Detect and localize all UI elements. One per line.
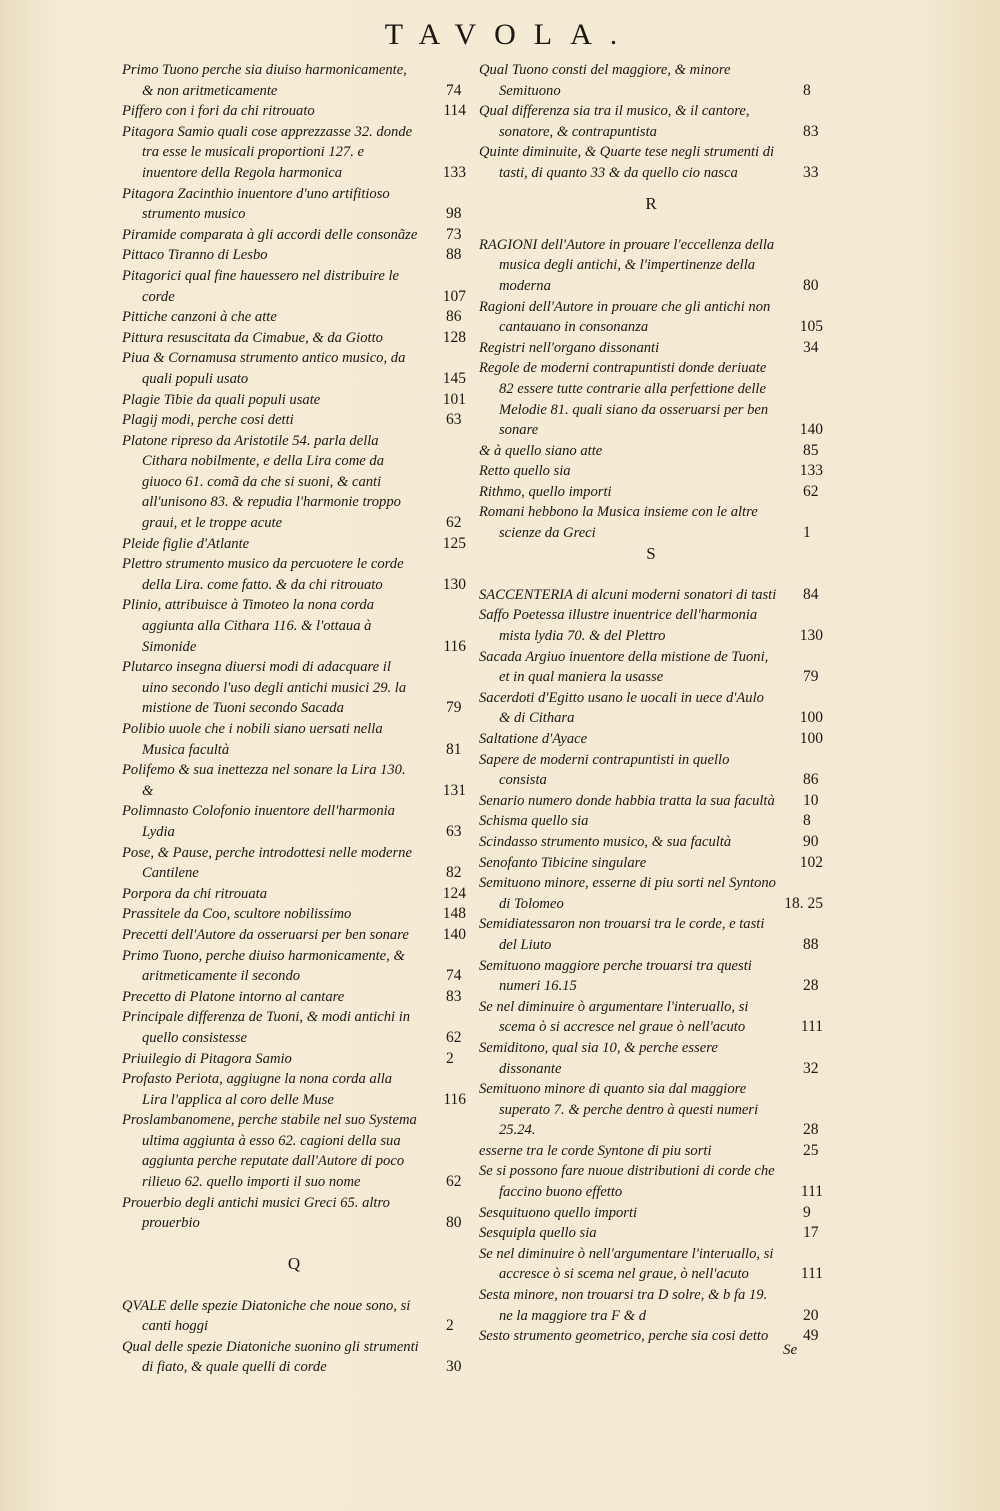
index-entry: Qual delle spezie Diatoniche suonino gli strumenti di fiato, & quale quelli di corde 30 bbox=[122, 1338, 462, 1376]
entry-text: Pleide figlie d'Atlante bbox=[122, 535, 250, 552]
index-entry: Piramide comparata à gli accordi delle consonãze 73 bbox=[122, 225, 462, 243]
index-entry bbox=[479, 1161, 823, 1202]
spacer bbox=[122, 1234, 466, 1255]
index-entry: Rithmo, quello importi 62 bbox=[479, 482, 819, 500]
entry-text: Qual delle spezie Diatoniche suonino gli strumenti di fiato, & quale quelli di corde bbox=[122, 1338, 419, 1376]
entry-text: Qual differenza sia tra il musico, & il cantore, sonatore, & contrapuntista bbox=[479, 103, 750, 140]
index-entry: Plagij modi, perche cosi detti 63 bbox=[122, 411, 462, 429]
entry-text: Romani hebbono la Musica insieme con le altre scienze da Greci bbox=[479, 504, 758, 542]
index-entry bbox=[122, 266, 466, 307]
entry-text: Precetto di Platone intorno al cantare bbox=[122, 988, 345, 1005]
index-entry bbox=[479, 688, 823, 729]
entry-text: Primo Tuono, perche diuiso harmonicamente, & aritmeticamente il secondo bbox=[122, 947, 405, 985]
entry-text: SACCENTERIA di alcuni moderni sonatori di tasti bbox=[479, 586, 777, 603]
index-entry: Priuilegio di Pitagora Samio 2 bbox=[122, 1049, 454, 1067]
index-entry: Polibio uuole che i nobili siano uersati nella Musica facultà 81 bbox=[122, 721, 462, 758]
section-letter: S bbox=[646, 543, 656, 563]
entry-text: Primo Tuono perche sia diuiso harmonicamente, & non aritmeticamente bbox=[122, 62, 407, 99]
index-entry bbox=[122, 101, 466, 122]
entry-text: Semituono maggiore perche trouarsi tra questi numeri 16.15 bbox=[479, 957, 752, 995]
index-entry bbox=[122, 925, 466, 946]
index-entry: Pitagora Zacinthio inuentore d'uno artifitioso strumento musico 98 bbox=[122, 185, 462, 223]
index-entry bbox=[122, 595, 466, 657]
entry-text: Pittaco Tiranno di Lesbo bbox=[122, 247, 268, 264]
entry-text: & à quello siano atte bbox=[479, 442, 603, 459]
entry-text: Semidiatessaron non trouarsi tra le corde, e tasti del Liuto bbox=[479, 916, 765, 953]
entry-text: Profasto Periota, aggiugne la nona corda alla Lira l'applica al coro delle Muse bbox=[122, 1071, 393, 1108]
index-entry bbox=[479, 729, 823, 750]
catchword: Se bbox=[783, 1342, 798, 1358]
entry-text: Plagie Tibie da quali populi usate bbox=[122, 391, 321, 408]
entry-text: Pose, & Pause, perche introdottesi nelle moderne Cantilene bbox=[122, 844, 412, 882]
entry-text: Quinte diminuite, & Quarte tese negli strumenti di tasti, di quanto 33 & da quello cio nasca bbox=[479, 144, 775, 181]
index-entry bbox=[122, 122, 466, 184]
page-number: 131 bbox=[442, 781, 466, 799]
page-number: 130 bbox=[799, 627, 823, 645]
page-number: 140 bbox=[442, 925, 466, 943]
entry-text: Pittiche canzoni à che atte bbox=[122, 309, 277, 326]
page-number: 102 bbox=[799, 853, 823, 871]
entry-text: Se nel diminuire ò argumentare l'interuallo, si scema ò si accresce nel graue ò nell'acuto bbox=[479, 998, 749, 1036]
index-entry bbox=[122, 534, 466, 555]
index-entry: Senario numero donde habbia tratta la sua facultà 10 bbox=[479, 791, 819, 809]
page-number: 105 bbox=[799, 318, 823, 336]
entry-text: Pitagora Zacinthio inuentore d'uno artifitioso strumento musico bbox=[122, 185, 390, 223]
page-number: 140 bbox=[799, 421, 823, 439]
entry-text: Prouerbio degli antichi musici Greci 65. altro prouerbio bbox=[122, 1194, 390, 1232]
entry-text: Piramide comparata à gli accordi delle consonãze bbox=[122, 226, 418, 243]
index-entry bbox=[122, 348, 466, 389]
index-entry: Primo Tuono perche sia diuiso harmonicamente, & non aritmeticamente 74 bbox=[122, 62, 462, 99]
entry-text: Saltatione d'Ayace bbox=[479, 731, 588, 747]
entry-text: Saffo Poetessa illustre inuentrice dell'harmonia mista lydia 70. & del Plettro bbox=[479, 607, 758, 645]
index-entry: Pose, & Pause, perche introdottesi nelle moderne Cantilene 82 bbox=[122, 844, 462, 882]
entry-text: Senofanto Tibicine singulare bbox=[479, 854, 647, 871]
entry-text: Prassitele da Coo, scultore nobilissimo bbox=[122, 906, 352, 923]
entry-text: Rithmo, quello importi bbox=[479, 483, 612, 500]
page-number: 111 bbox=[800, 1265, 823, 1283]
index-entry bbox=[479, 1244, 823, 1285]
index-entry: Scindasso strumento musico, & sua facultà 90 bbox=[479, 832, 819, 850]
page-number: 111 bbox=[800, 1018, 823, 1036]
entry-text: Pittura resuscitata da Cimabue, & da Giotto bbox=[122, 329, 383, 346]
page-number: 101 bbox=[442, 390, 466, 408]
entry-text: Sacerdoti d'Egitto usano le uocali in uece d'Aulo & di Cithara bbox=[479, 689, 764, 727]
index-entry bbox=[479, 873, 823, 914]
entry-text: Sesta minore, non trouarsi tra D solre, & b fa 19. ne la maggiore tra F & d bbox=[479, 1287, 768, 1324]
page-number: 107 bbox=[442, 287, 466, 305]
index-entry bbox=[479, 605, 823, 646]
index-entry: Polimnasto Colofonio inuentore dell'harmonia Lydia 63 bbox=[122, 803, 462, 840]
entry-text: Sacada Argiuo inuentore della mistione de Tuoni, et in qual maniera la usasse bbox=[479, 648, 769, 686]
page-number: 130 bbox=[442, 575, 466, 593]
index-entry: Precetto di Platone intorno al cantare 83 bbox=[122, 987, 462, 1005]
index-entry bbox=[122, 328, 466, 349]
index-entry: Primo Tuono, perche diuiso harmonicamente, & aritmeticamente il secondo 74 bbox=[122, 947, 462, 985]
index-entry: Romani hebbono la Musica insieme con le altre scienze da Greci 1 bbox=[479, 504, 811, 542]
index-entry bbox=[479, 997, 823, 1038]
page-number: 116 bbox=[443, 1090, 466, 1108]
index-entry: RAGIONI dell'Autore in prouare l'eccellenza della musica degli antichi, & l'impertinenze della moderna 80 bbox=[479, 236, 819, 294]
entry-text: Semituono minore, esserne di piu sorti nel Syntono di Tolomeo bbox=[479, 875, 776, 912]
entry-text: Porpora da chi ritrouata bbox=[122, 885, 267, 902]
entry-text: Polibio uuole che i nobili siano uersati nella Musica facultà bbox=[122, 721, 383, 758]
index-entry: Semidiatessaron non trouarsi tra le corde, e tasti del Liuto 88 bbox=[479, 916, 819, 953]
page-number: 100 bbox=[799, 709, 823, 727]
index-column-right bbox=[479, 60, 823, 1347]
index-entry bbox=[122, 904, 466, 925]
index-entry bbox=[122, 760, 466, 801]
entry-text: Proslambanomene, perche stabile nel suo Systema ultima aggiunta à esso 62. cagioni della sua aggiunta perche reputate dall'Autore di poco rilieuo 62. quello importi il suo nome bbox=[122, 1112, 417, 1191]
index-entry: Prouerbio degli antichi musici Greci 65. altro prouerbio 80 bbox=[122, 1194, 462, 1232]
entry-text: Pitagora Samio quali cose apprezzasse 32. donde tra esse le musicali proportioni 127. e inuentore della Regola harmonica bbox=[122, 123, 413, 181]
spacer bbox=[479, 214, 823, 235]
entry-text: Piua & Cornamusa strumento antico musico, da quali populi usato bbox=[122, 350, 406, 387]
entry-text: Ragioni dell'Autore in prouare che gli antichi non cantauano in consonanza bbox=[479, 298, 771, 336]
index-entry: QVALE delle spezie Diatoniche che noue sono, si canti hoggi 2 bbox=[122, 1297, 454, 1335]
index-entry: Sesquituono quello importi 9 bbox=[479, 1203, 811, 1221]
entry-text: Scindasso strumento musico, & sua facultà bbox=[479, 833, 732, 850]
index-entry bbox=[479, 297, 823, 338]
page-number: 116 bbox=[443, 637, 466, 655]
entry-text: RAGIONI dell'Autore in prouare l'eccellenza della musica degli antichi, & l'impertinenze della moderna bbox=[479, 236, 775, 294]
index-column-left bbox=[122, 60, 466, 1378]
index-entry: Platone ripreso da Aristotile 54. parla della Cithara nobilmente, e della Lira come da giuoco 61. comã da che si suoni, & canti all'unisono 83. & repudia l'harmonie troppo graui, et le troppe acute 62 bbox=[122, 432, 462, 532]
index-entry: Registri nell'organo dissonanti 34 bbox=[479, 338, 819, 356]
index-entry bbox=[122, 554, 466, 595]
index-entry bbox=[122, 1069, 466, 1110]
page-number: 100 bbox=[799, 730, 823, 747]
entry-text: Schisma quello sia bbox=[479, 813, 589, 830]
entry-text: Senario numero donde habbia tratta la sua facultà bbox=[479, 792, 775, 809]
page-number: 111 bbox=[800, 1183, 823, 1201]
index-entry bbox=[479, 461, 823, 482]
entry-text: Plettro strumento musico da percuotere le corde della Lira. come fatto. & da chi ritrouato bbox=[122, 556, 404, 593]
entry-text: Se si possono fare nuoue distributioni di corde che faccino buono effetto bbox=[479, 1163, 775, 1201]
spacer bbox=[122, 1275, 466, 1296]
entry-text: Plinio, attribuisce à Timoteo la nona corda aggiunta alla Cithara 116. & l'ottaua à Simonide bbox=[122, 597, 375, 655]
entry-text: Precetti dell'Autore da osseruarsi per ben sonare bbox=[122, 926, 409, 943]
entry-text: Platone ripreso da Aristotile 54. parla della Cithara nobilmente, e della Lira come da giuoco 61. comã da che si suoni, & canti all'unisono 83. & repudia l'harmonie troppo graui, et le troppe acute bbox=[122, 432, 401, 532]
entry-text: Principale differenza de Tuoni, & modi antichi in quello consistesse bbox=[122, 1009, 411, 1046]
page-header: TAVOLA. bbox=[384, 18, 636, 51]
entry-text: Qual Tuono consti del maggiore, & minore Semituono bbox=[479, 62, 731, 99]
index-entry: Quinte diminuite, & Quarte tese negli strumenti di tasti, di quanto 33 & da quello cio nasca 33 bbox=[479, 144, 819, 181]
index-entry: Qual Tuono consti del maggiore, & minore Semituono 8 bbox=[479, 62, 811, 99]
entry-text: Sesquipla quello sia bbox=[479, 1225, 597, 1242]
entry-text: Plutarco insegna diuersi modi di adacquare il uino secondo l'uso degli antichi musici 29. la mistione de Tuoni secondo Sacada bbox=[122, 659, 407, 717]
index-entry: Pittiche canzoni à che atte 86 bbox=[122, 308, 462, 326]
index-entry: Sesta minore, non trouarsi tra D solre, & b fa 19. ne la maggiore tra F & d 20 bbox=[479, 1287, 819, 1324]
page-number: 148 bbox=[442, 905, 466, 923]
index-entry: Pittaco Tiranno di Lesbo 88 bbox=[122, 246, 462, 264]
index-entry bbox=[479, 358, 823, 440]
entry-text: esserne tra le corde Syntone di piu sorti bbox=[479, 1142, 712, 1159]
index-entry: Sacada Argiuo inuentore della mistione de Tuoni, et in qual maniera la usasse 79 bbox=[479, 648, 819, 686]
spacer bbox=[479, 564, 823, 585]
page-number: 124 bbox=[442, 884, 466, 902]
entry-text: Retto quello sia bbox=[479, 463, 571, 480]
index-entry: SACCENTERIA di alcuni moderni sonatori di tasti 84 bbox=[479, 585, 819, 603]
entry-text: Polimnasto Colofonio inuentore dell'harmonia Lydia bbox=[122, 803, 395, 840]
entry-text: Regole de moderni contrapuntisti donde deriuate 82 essere tutte contrarie alla perfettione delle Melodie 81. quali siano da osseruarsi per ben sonare bbox=[479, 360, 769, 439]
page-number: 128 bbox=[442, 328, 466, 346]
index-entry: Sapere de moderni contrapuntisti in quello consista 86 bbox=[479, 751, 819, 789]
index-entry: esserne tra le corde Syntone di piu sorti 25 bbox=[479, 1141, 819, 1159]
page-number: 133 bbox=[442, 163, 466, 181]
entry-text: Sesquituono quello importi bbox=[479, 1204, 638, 1221]
index-entry: Plutarco insegna diuersi modi di adacquare il uino secondo l'uso degli antichi musici 29. la mistione de Tuoni secondo Sacada 79 bbox=[122, 659, 462, 717]
entry-text: Polifemo & sua inettezza nel sonare la Lira 130. & bbox=[122, 762, 406, 799]
index-entry: Principale differenza de Tuoni, & modi antichi in quello consistesse 62 bbox=[122, 1009, 462, 1046]
entry-text: Se nel diminuire ò nell'argumentare l'interuallo, si accresce ò si scema nel graue, ò nell'acuto bbox=[479, 1245, 774, 1283]
page-number: 125 bbox=[442, 534, 466, 552]
page-number: 18. 25 bbox=[784, 894, 823, 912]
entry-text: Sesto strumento geometrico, perche sia cosi detto bbox=[479, 1328, 769, 1345]
section-letter: Q bbox=[287, 1254, 301, 1274]
index-entry: Schisma quello sia 8 bbox=[479, 812, 811, 830]
index-entry: Proslambanomene, perche stabile nel suo Systema ultima aggiunta à esso 62. cagioni della sua aggiunta perche reputate dall'Autore di poco rilieuo 62. quello importi il suo nome 62 bbox=[122, 1112, 462, 1191]
entry-text: Semituono minore di quanto sia dal maggiore superato 7. & perche dentro à questi numeri 25.24. bbox=[479, 1081, 759, 1139]
index-entry: Sesto strumento geometrico, perche sia cosi detto 49 bbox=[479, 1327, 819, 1345]
index-entry: Sesquipla quello sia 17 bbox=[479, 1224, 819, 1242]
page-number: 133 bbox=[799, 462, 823, 480]
index-entry: Qual differenza sia tra il musico, & il cantore, sonatore, & contrapuntista 83 bbox=[479, 103, 819, 140]
entry-text: Registri nell'organo dissonanti bbox=[479, 339, 660, 356]
entry-text: Sapere de moderni contrapuntisti in quello consista bbox=[479, 751, 730, 789]
entry-text: Semiditono, qual sia 10, & perche essere dissonante bbox=[479, 1039, 718, 1077]
index-entry: Semiditono, qual sia 10, & perche essere dissonante 32 bbox=[479, 1039, 819, 1077]
index-entry: Semituono maggiore perche trouarsi tra questi numeri 16.15 28 bbox=[479, 957, 819, 995]
index-entry: Semituono minore di quanto sia dal maggiore superato 7. & perche dentro à questi numeri 25.24. 28 bbox=[479, 1081, 819, 1139]
section-letter: R bbox=[645, 193, 657, 213]
entry-text: Priuilegio di Pitagora Samio bbox=[122, 1050, 292, 1067]
entry-text: Pitagorici qual fine hauessero nel distribuire le corde bbox=[122, 267, 399, 305]
page-number: 114 bbox=[443, 102, 466, 120]
index-entry bbox=[122, 884, 466, 905]
page-number: 145 bbox=[442, 369, 466, 387]
index-entry bbox=[479, 853, 823, 874]
spacer bbox=[479, 184, 823, 194]
entry-text: Plagij modi, perche cosi detti bbox=[122, 412, 294, 429]
index-entry bbox=[122, 390, 466, 411]
index-entry: & à quello siano atte 85 bbox=[479, 441, 819, 459]
entry-text: QVALE delle spezie Diatoniche che noue sono, si canti hoggi bbox=[122, 1297, 411, 1335]
entry-text: Piffero con i fori da chi ritrouato bbox=[122, 103, 315, 120]
